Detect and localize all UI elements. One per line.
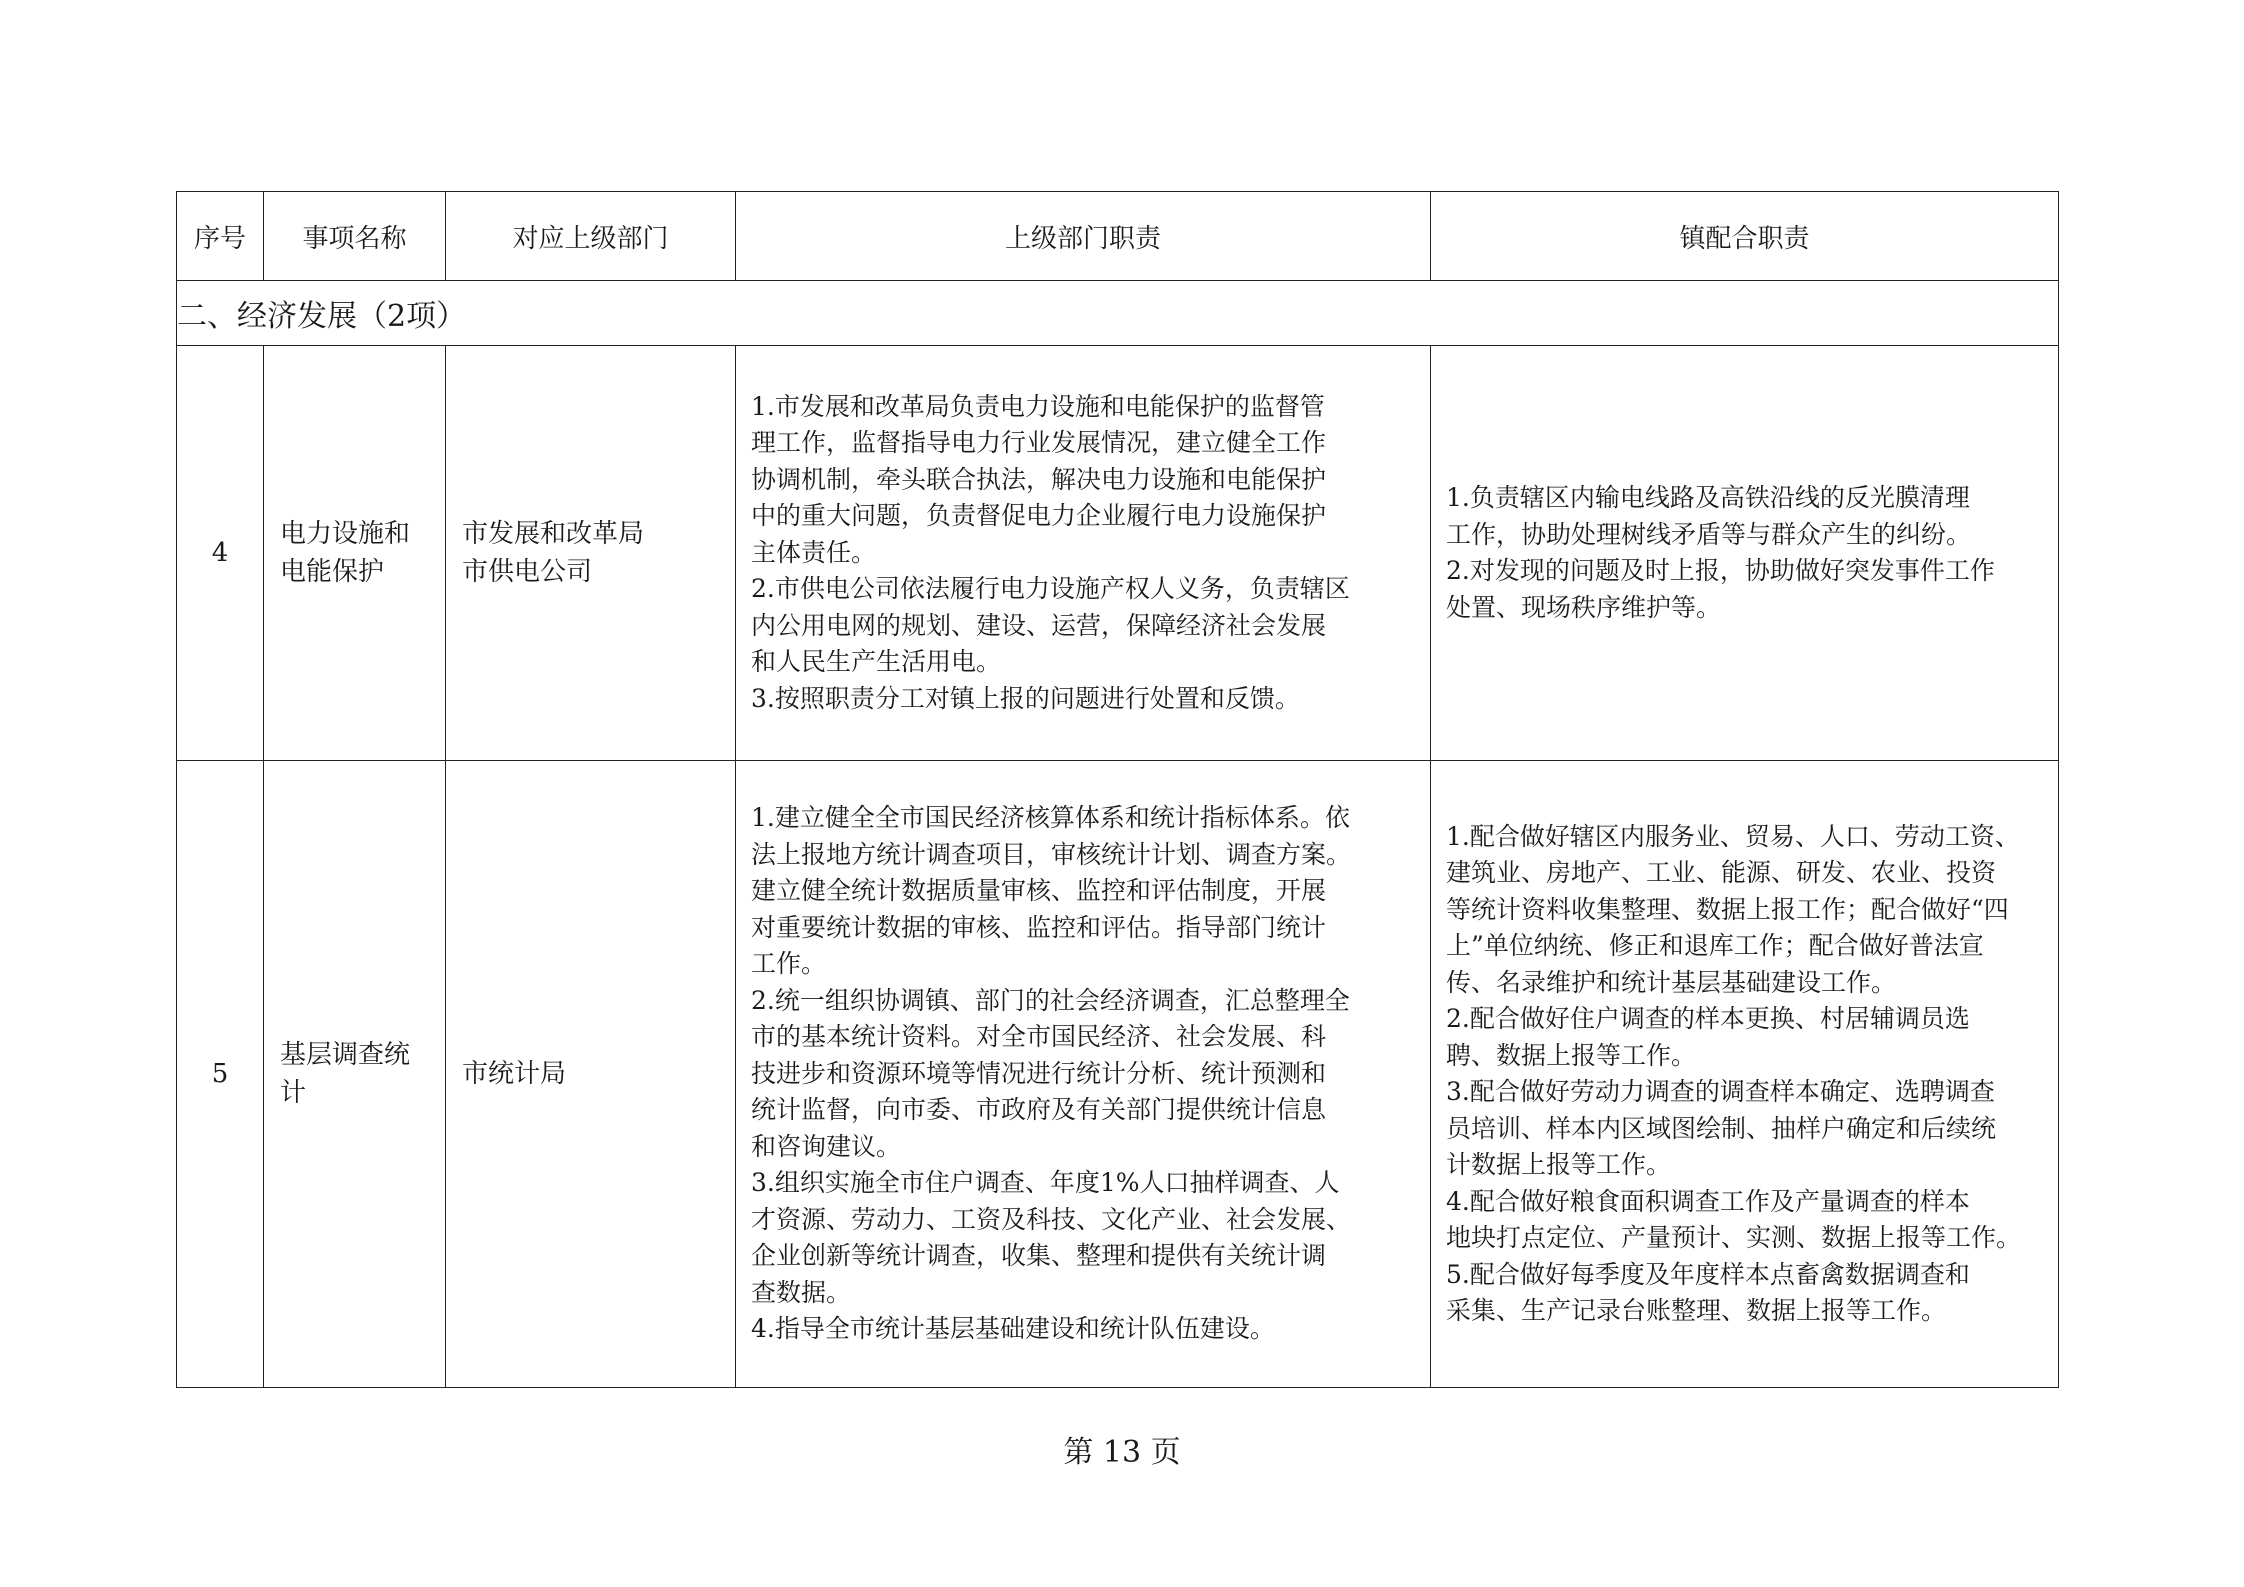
table-row xyxy=(177,346,2059,761)
text-line: 1.市发展和改革局负责电力设施和电能保护的监督管 xyxy=(751,391,1325,421)
row-superior-dept xyxy=(446,761,736,1388)
text-line: 统计监督，向市委、市政府及有关部门提供统计信息 xyxy=(751,1095,1327,1125)
text-line: 理工作，监督指导电力行业发展情况，建立健全工作 xyxy=(751,428,1327,458)
text-line: 采集、生产记录台账整理、数据上报等工作。 xyxy=(1446,1296,1947,1325)
row-town-duty xyxy=(1431,761,2059,1388)
text-line: 聘、数据上报等工作。 xyxy=(1446,1040,1697,1070)
text-line: 电能保护 xyxy=(280,557,385,587)
text-line: 建筑业、房地产、工业、能源、研发、农业、投资 xyxy=(1446,858,1997,887)
header-item-name: 事项名称 xyxy=(264,192,446,281)
page-number: 第 13 页 xyxy=(1063,1435,1181,1470)
text-line: 中的重大问题，负责督促电力企业履行电力设施保护 xyxy=(751,501,1327,531)
text-line: 上”单位纳统、修正和退库工作；配合做好普法宣 xyxy=(1446,931,1984,960)
text-line: 电力设施和 xyxy=(280,519,411,549)
text-line: 4.配合做好粮食面积调查工作及产量调查的样本 xyxy=(1446,1186,1970,1216)
row-superior-dept xyxy=(446,346,736,761)
row-town-duty xyxy=(1431,346,2059,761)
header-seq: 序号 xyxy=(177,192,264,281)
text-line: 建立健全统计数据质量审核、监控和评估制度，开展 xyxy=(751,876,1327,906)
text-line: 3.组织实施全市住户调查、年度1%人口抽样调查、人 xyxy=(751,1168,1340,1198)
text-line: 工作，协助处理树线矛盾等与群众产生的纠纷。 xyxy=(1446,519,1972,549)
text-line: 处置、现场秩序维护等。 xyxy=(1446,592,1722,622)
text-line: 工作。 xyxy=(751,949,827,979)
text-line: 和人民生产生活用电。 xyxy=(751,647,1002,677)
text-line: 内公用电网的规划、建设、运营，保障经济社会发展 xyxy=(751,610,1327,640)
header-superior-dept: 对应上级部门 xyxy=(446,192,736,281)
text-line: 员培训、样本内区域图绘制、抽样户确定和后续统 xyxy=(1446,1113,1997,1143)
text-line: 协调机制，牵头联合执法，解决电力设施和电能保护 xyxy=(751,464,1327,494)
text-line: 企业创新等统计调查，收集、整理和提供有关统计调 xyxy=(751,1241,1327,1271)
text-line: 5.配合做好每季度及年度样本点畜禽数据调查和 xyxy=(1446,1259,1970,1289)
text-line: 技进步和资源环境等情况进行统计分析、统计预测和 xyxy=(751,1058,1327,1088)
row-item-name xyxy=(264,761,446,1388)
row-seq: 5 xyxy=(177,761,264,1388)
row-seq: 4 xyxy=(177,346,264,761)
text-line: 市供电公司 xyxy=(462,557,593,587)
responsibility-table xyxy=(176,191,2059,1388)
text-line: 3.按照职责分工对镇上报的问题进行处置和反馈。 xyxy=(751,683,1300,713)
text-line: 4.指导全市统计基层基础建设和统计队伍建设。 xyxy=(751,1314,1275,1344)
text-line: 计 xyxy=(280,1078,307,1108)
text-line: 2.配合做好住户调查的样本更换、村居辅调员选 xyxy=(1446,1004,1970,1033)
table-row xyxy=(177,761,2059,1388)
text-line: 市发展和改革局 xyxy=(462,519,645,549)
text-line: 2.统一组织协调镇、部门的社会经济调查，汇总整理全 xyxy=(751,985,1350,1015)
text-line: 计数据上报等工作。 xyxy=(1446,1150,1672,1179)
text-line: 2.市供电公司依法履行电力设施产权人义务，负责辖区 xyxy=(751,574,1350,604)
text-line: 查数据。 xyxy=(751,1277,852,1307)
text-line: 1.建立健全全市国民经济核算体系和统计指标体系。依 xyxy=(751,803,1350,833)
text-line: 等统计资料收集整理、数据上报工作；配合做好“四 xyxy=(1446,894,2009,924)
text-line: 传、名录维护和统计基层基础建设工作。 xyxy=(1446,967,1897,997)
header-town-duty: 镇配合职责 xyxy=(1431,192,2059,281)
table-header-row xyxy=(177,192,2059,281)
text-line: 基层调查统 xyxy=(280,1040,411,1070)
text-line: 市统计局 xyxy=(462,1059,567,1089)
row-superior-duty xyxy=(736,346,1431,761)
row-superior-duty xyxy=(736,761,1431,1388)
header-superior-duty: 上级部门职责 xyxy=(736,192,1431,281)
text-line: 才资源、劳动力、工资及科技、文化产业、社会发展、 xyxy=(751,1204,1352,1234)
text-line: 和咨询建议。 xyxy=(751,1131,902,1161)
row-item-name xyxy=(264,346,446,761)
section-row xyxy=(177,281,2059,346)
text-line: 地块打点定位、产量预计、实测、数据上报等工作。 xyxy=(1446,1223,2022,1252)
text-line: 1.配合做好辖区内服务业、贸易、人口、劳动工资、 xyxy=(1446,821,2020,851)
text-line: 1.负责辖区内输电线路及高铁沿线的反光膜清理 xyxy=(1446,483,1970,512)
text-line: 主体责任。 xyxy=(751,537,877,567)
text-line: 对重要统计数据的审核、监控和评估。指导部门统计 xyxy=(751,912,1327,942)
text-line: 法上报地方统计调查项目，审核统计计划、调查方案。 xyxy=(751,839,1352,869)
text-line: 市的基本统计资料。对全市国民经济、社会发展、科 xyxy=(751,1022,1327,1052)
section-title: 二、经济发展（2项） xyxy=(177,281,2059,346)
text-line: 3.配合做好劳动力调查的调查样本确定、选聘调查 xyxy=(1446,1077,1995,1106)
text-line: 2.对发现的问题及时上报，协助做好突发事件工作 xyxy=(1446,556,1995,585)
